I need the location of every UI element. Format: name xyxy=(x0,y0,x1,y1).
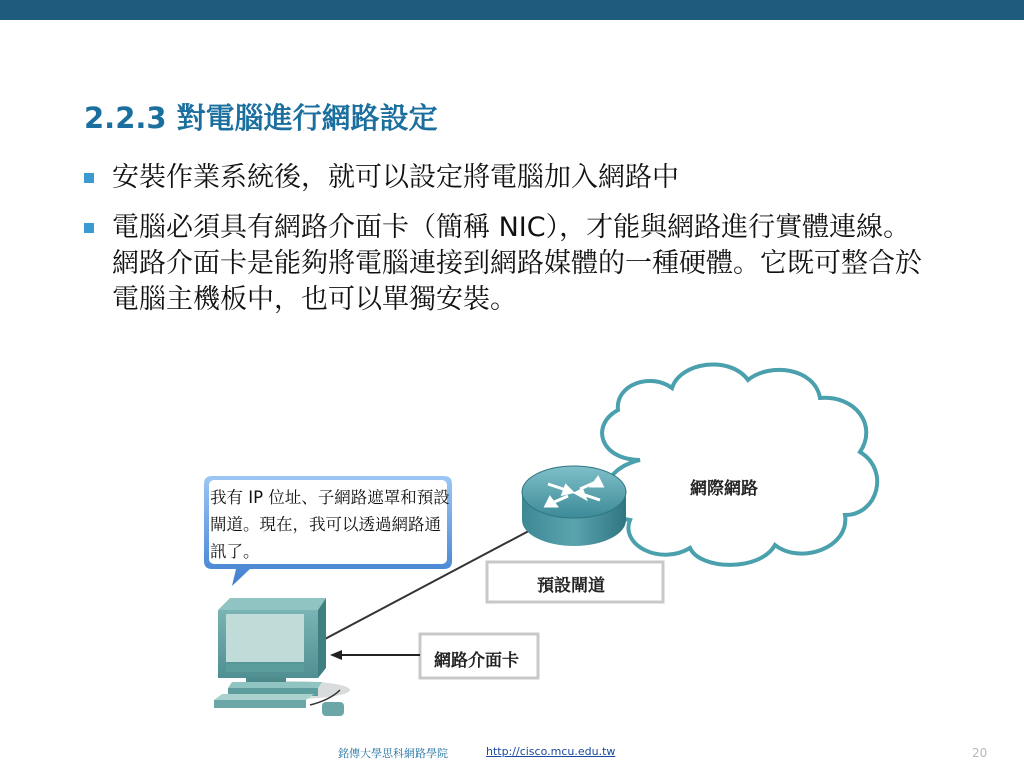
internet-label: 網際網路 xyxy=(690,479,758,499)
cloud-icon xyxy=(602,364,877,564)
callout-text: 我有 IP 位址、子網路遮罩和預設閘道。現在，我可以透過網路通訊了。 xyxy=(210,488,450,561)
arrow-left-icon xyxy=(330,650,420,660)
footer-organization: 銘傳大學思科網路學院 xyxy=(338,747,448,760)
router-icon xyxy=(522,466,626,546)
bullet-text: 電腦必須具有網路介面卡（簡稱 NIC），才能與網路進行實體連線。網路介面卡是能夠將電腦連接到網路媒體的一種硬體。它既可整合於電腦主機板中，也可以單獨安裝。 xyxy=(112,212,922,315)
bullet-text: 安裝作業系統後，就可以設定將電腦加入網路中 xyxy=(112,162,679,193)
nic-label: 網路介面卡 xyxy=(434,651,519,671)
footer-link[interactable]: http://cisco.mcu.edu.tw xyxy=(486,745,616,758)
default-gateway-label: 預設閘道 xyxy=(537,576,605,596)
page-number: 20 xyxy=(972,746,988,760)
slide-title: 2.2.3 對電腦進行網路設定 xyxy=(84,101,438,135)
computer-icon xyxy=(214,598,350,716)
